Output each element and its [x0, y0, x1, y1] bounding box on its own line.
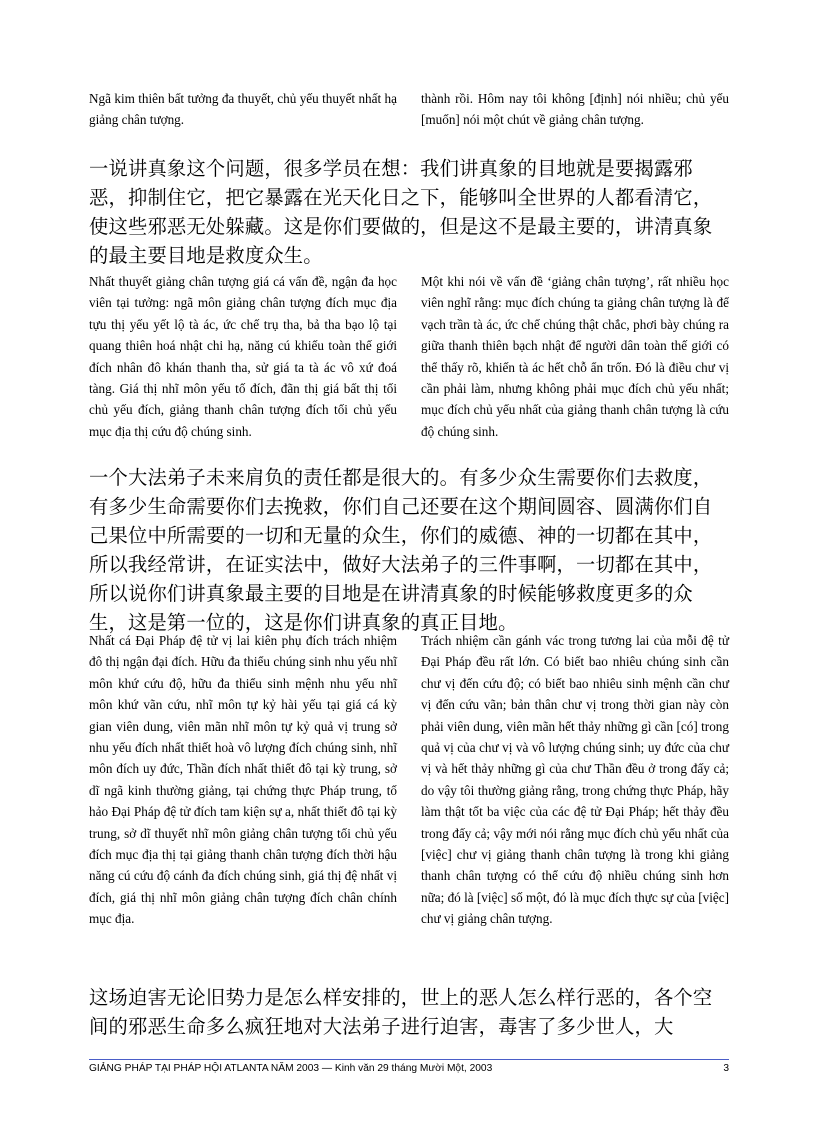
page-number: 3: [723, 1063, 729, 1074]
vietnamese-paragraph: thành rồi. Hôm nay tôi không [định] nói nhiều; chủ yếu [muốn] nói một chút về giảng chân tượng.: [421, 91, 729, 128]
parallel-block-3: [89, 630, 729, 930]
footer-title: GIẢNG PHÁP TẠI PHÁP HỘI ATLANTA NĂM 2003 — Kinh văn 29 tháng Mười Một, 2003: [89, 1063, 493, 1074]
vietnamese-paragraph: Một khi nói về vấn đề ‘giảng chân tượng’, rất nhiều học viên nghĩ rằng: mục đích chúng ta giảng chân tượng là để vạch trần tà ác, ức chế chúng thật chắc, phơi bày chúng ra giữa thanh thiên bạch nhật để người dân toàn thế giới có thể thấy rõ, khiến tà ác hết chỗ ẩn trốn. Đó là điều chư vị cần phải làm, nhưng không phải mục đích chủ yếu nhất; mục đích chủ yếu nhất của giảng thanh chân tượng là cứu độ chúng sinh.: [421, 274, 729, 439]
sino-vietnamese-paragraph: Nhất cá Đại Pháp đệ tử vị lai kiên phụ đích trách nhiệm đô thị ngận đại đích. Hữu đa thiểu chúng sinh nhu yếu nhĩ môn khứ cứu độ, hữu đa thiểu sinh mệnh nhu yếu nhĩ môn khứ vãn cứu, nhĩ môn tự kỷ hài yếu tại giá cá kỳ gian viên dung, viên mãn nhĩ môn tự kỷ quả vị trung sở nhu yếu đích nhất thiết hoà vô lượng đích chúng sinh, nhĩ môn đích uy đức, Thần đích nhất thiết đô tại kỳ trung, sở dĩ ngã kinh thường giảng, tại chứng thực Pháp trung, tố hảo Đại Pháp đệ tử đích tam kiện sự a, nhất thiết đô tại kỳ trung, sở dĩ thuyết nhĩ môn giảng chân tượng tối chủ yếu đích mục địa thị tại giảng thanh chân tượng đích thời hậu năng cú cứu độ cánh đa đích chúng sinh, giá thị đệ nhất vị đích, giá thị nhĩ môn giảng chân tượng đích chân chính mục địa.: [89, 633, 397, 927]
sino-vietnamese-paragraph: Nhất thuyết giảng chân tượng giá cá vấn đề, ngận đa học viên tại tưởng: ngã môn giảng chân tượng đích mục địa tựu thị yếu yết lộ tà ác, ức chế trụ tha, bả tha bạo lộ tại quang thiên hoá nhật chi hạ, năng cú khiếu toàn thế giới đích nhân đô khán thanh tha, sử giá ta tà ác vô xứ đoá tàng. Giá thị nhĩ môn yếu tố đích, đãn thị giá bất thị tối chủ yếu đích, giảng thanh chân tượng đích tối chủ yếu mục địa thị cứu độ chúng sinh.: [89, 274, 397, 439]
parallel-block-1: [89, 88, 729, 131]
chinese-paragraph: 一说讲真象这个问题，很多学员在想：我们讲真象的目地就是要揭露邪恶，抑制住它，把它暴露在光天化日之下，能够叫全世界的人都看清它，使这些邪恶无处躲藏。这是你们要做的，但是这不是最主要的，讲清真象的最主要目地是救度众生。: [89, 157, 713, 267]
chinese-paragraph: 这场迫害无论旧势力是怎么样安排的，世上的恶人怎么样行恶的，各个空间的邪恶生命多么疯狂地对大法弟子进行迫害，毒害了多少世人，大: [89, 986, 713, 1038]
chinese-paragraph: 一个大法弟子未来肩负的责任都是很大的。有多少众生需要你们去救度，有多少生命需要你们去挽救，你们自己还要在这个期间圆容、圆满你们自己果位中所需要的一切和无量的众生，你们的威德、神的一切都在其中，所以我经常讲，在证实法中，做好大法弟子的三件事啊，一切都在其中，所以说你们讲真象最主要的目地是在讲清真象的时候能够救度更多的众生，这是第一位的，这是你们讲真象的真正目地。: [89, 466, 713, 634]
parallel-block-2: [89, 271, 729, 442]
sino-vietnamese-paragraph: Ngã kim thiên bất tưởng đa thuyết, chủ yếu thuyết nhất hạ giảng chân tượng.: [89, 91, 397, 128]
vietnamese-paragraph: Trách nhiệm cần gánh vác trong tương lai của mỗi đệ tử Đại Pháp đều rất lớn. Có biết bao nhiêu chúng sinh cần chư vị đến cứu độ; có biết bao nhiêu sinh mệnh cần chư vị đến cứu vãn; bản thân chư vị trong thời gian này còn phải viên dung, viên mãn hết thảy những gì cần [có] trong quả vị của chư vị và vô lượng chúng sinh; uy đức của chư vị và hết thảy những gì của chư Thần đều ở trong đấy cả; do vậy tôi thường giảng rằng, trong chứng thực Pháp, hãy làm thật tốt ba việc của các đệ tử Đại Pháp; hết thảy đều trong đấy cả; vậy mới nói rằng mục đích chủ yếu nhất của [việc] chư vị giảng thanh chân tượng là trong khi giảng thanh chân tượng có thể cứu độ nhiều chúng sinh hơn nữa; đó là [việc] số một, đó là mục đích thực sự của [việc] chư vị giảng chân tượng.: [421, 633, 729, 927]
page-footer: [89, 1059, 729, 1074]
